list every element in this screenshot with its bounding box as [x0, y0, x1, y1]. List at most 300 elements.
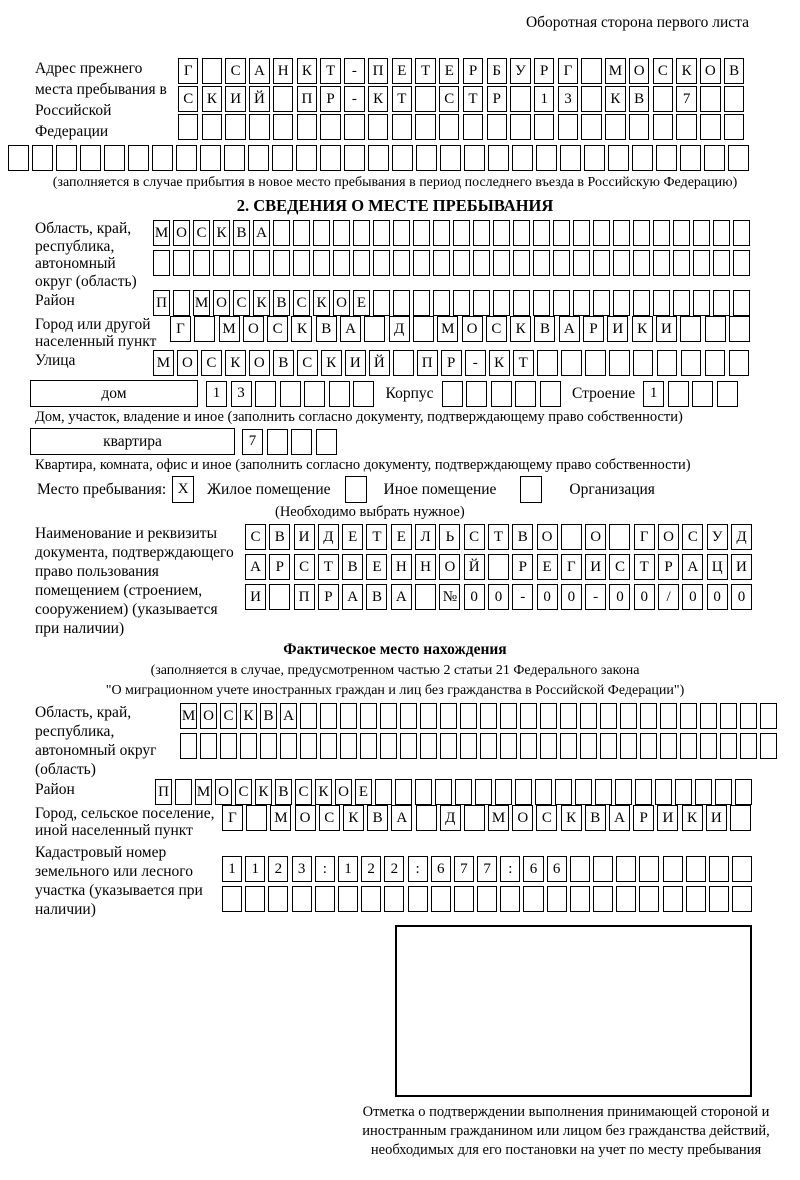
char-cell — [729, 316, 750, 342]
char-cell — [520, 733, 537, 759]
char-cell: С — [682, 524, 703, 550]
char-cell — [673, 290, 690, 316]
char-cell: К — [368, 86, 388, 112]
char-cell — [515, 381, 536, 407]
region-row-1 — [153, 220, 753, 246]
char-cell — [609, 350, 630, 376]
char-cell: А — [391, 584, 412, 610]
char-cell — [547, 886, 567, 912]
char-cell — [553, 290, 570, 316]
char-cell — [453, 220, 470, 246]
char-cell — [633, 220, 650, 246]
house-caption: Дом, участок, владение и иное (заполнить согласно документу, подтверждающему право собственности) — [35, 409, 683, 425]
city-cells — [170, 316, 753, 342]
korpus-cells — [442, 381, 565, 407]
char-cell — [273, 250, 290, 276]
char-cell: К — [605, 86, 625, 112]
char-cell — [491, 381, 512, 407]
char-cell: Л — [415, 524, 436, 550]
char-cell — [600, 733, 617, 759]
prev-address-label: Адрес прежнего места пребывания в Российской Федерации — [35, 60, 167, 140]
char-cell: 7 — [477, 856, 497, 882]
char-cell: В — [273, 350, 294, 376]
char-cell: А — [682, 554, 703, 580]
char-cell: С — [464, 524, 485, 550]
char-cell — [464, 805, 485, 831]
char-cell: А — [391, 805, 412, 831]
char-cell: С — [201, 350, 222, 376]
char-cell — [360, 733, 377, 759]
char-cell — [561, 350, 582, 376]
char-cell: - — [344, 58, 364, 84]
char-cell: В — [273, 290, 290, 316]
stay-option-other: Иное помещение — [383, 480, 497, 498]
char-cell — [595, 779, 612, 805]
char-cell — [640, 733, 657, 759]
actual-location-caption-1: (заполняется в случае, предусмотренном частью 2 статьи 21 Федерального закона — [150, 663, 640, 678]
char-cell — [760, 703, 777, 729]
char-cell: О — [512, 805, 533, 831]
char-cell: 1 — [534, 86, 554, 112]
char-cell — [333, 250, 350, 276]
char-cell — [320, 114, 340, 140]
char-cell — [225, 114, 245, 140]
char-cell — [173, 290, 190, 316]
char-cell: О — [249, 350, 270, 376]
char-cell: В — [585, 805, 606, 831]
char-cell: А — [559, 316, 580, 342]
char-cell — [213, 250, 230, 276]
char-cell — [353, 250, 370, 276]
char-cell: М — [180, 703, 197, 729]
char-cell — [593, 250, 610, 276]
char-cell: О — [333, 290, 350, 316]
document-row-1 — [245, 524, 755, 550]
char-cell: Р — [534, 58, 554, 84]
char-cell — [700, 733, 717, 759]
char-cell — [460, 733, 477, 759]
char-cell — [340, 733, 357, 759]
char-cell — [534, 114, 554, 140]
char-cell: К — [202, 86, 222, 112]
char-cell — [555, 779, 572, 805]
char-cell — [513, 290, 530, 316]
char-cell: 1 — [222, 856, 242, 882]
char-cell: 0 — [609, 584, 630, 610]
char-cell — [415, 779, 432, 805]
char-cell: Р — [320, 86, 340, 112]
char-cell: А — [342, 584, 363, 610]
char-cell — [581, 114, 601, 140]
char-cell — [513, 250, 530, 276]
char-cell — [520, 476, 542, 503]
char-cell — [709, 856, 729, 882]
house-number-cells — [206, 381, 378, 407]
char-cell — [633, 250, 650, 276]
char-cell: А — [249, 58, 269, 84]
char-cell: Б — [487, 58, 507, 84]
char-cell — [420, 703, 437, 729]
char-cell — [440, 703, 457, 729]
char-cell: Е — [537, 554, 558, 580]
document-row-3 — [245, 584, 755, 610]
char-cell — [733, 250, 750, 276]
char-cell: Т — [366, 524, 387, 550]
char-cell: 2 — [384, 856, 404, 882]
char-cell — [735, 779, 752, 805]
prev-address-caption: (заполняется в случае прибытия в новое место пребывания в период последнего въезда в Российскую Федерацию) — [52, 175, 738, 190]
char-cell — [639, 886, 659, 912]
char-cell: О — [177, 350, 198, 376]
char-cell — [540, 381, 561, 407]
char-cell: С — [220, 703, 237, 729]
char-cell — [717, 381, 738, 407]
char-cell — [593, 220, 610, 246]
char-cell — [713, 250, 730, 276]
char-cell — [393, 220, 410, 246]
char-cell: П — [294, 584, 315, 610]
char-cell — [680, 703, 697, 729]
char-cell — [413, 316, 434, 342]
char-cell: С — [225, 58, 245, 84]
char-cell — [495, 779, 512, 805]
char-cell: 0 — [537, 584, 558, 610]
char-cell: П — [153, 290, 170, 316]
cadastral-row-2 — [222, 886, 755, 912]
region2-label: Область, край, республика, автономный округ (область) — [35, 704, 157, 778]
char-cell: 7 — [676, 86, 696, 112]
section2-title: 2. СВЕДЕНИЯ О МЕСТЕ ПРЕБЫВАНИЯ — [236, 196, 554, 215]
char-cell — [128, 145, 149, 171]
char-cell: О — [173, 220, 190, 246]
char-cell — [464, 145, 485, 171]
char-cell — [686, 886, 706, 912]
char-cell: С — [235, 779, 252, 805]
char-cell — [715, 779, 732, 805]
char-cell: О — [335, 779, 352, 805]
char-cell — [673, 250, 690, 276]
char-cell: К — [225, 350, 246, 376]
char-cell — [487, 114, 507, 140]
char-cell: 0 — [731, 584, 752, 610]
sheet-side-note: Оборотная сторона первого листа — [525, 14, 749, 31]
char-cell — [640, 703, 657, 729]
char-cell — [663, 886, 683, 912]
char-cell — [80, 145, 101, 171]
char-cell: Е — [355, 779, 372, 805]
char-cell — [400, 703, 417, 729]
char-cell — [655, 779, 672, 805]
char-cell — [673, 220, 690, 246]
char-cell — [104, 145, 125, 171]
region2-row-1 — [180, 703, 780, 729]
char-cell — [296, 145, 317, 171]
char-cell — [633, 350, 654, 376]
char-cell — [473, 250, 490, 276]
char-cell: П — [368, 58, 388, 84]
char-cell — [293, 220, 310, 246]
char-cell: Т — [634, 554, 655, 580]
char-cell: Н — [391, 554, 412, 580]
char-cell: В — [233, 220, 250, 246]
char-cell — [480, 733, 497, 759]
char-cell — [520, 703, 537, 729]
char-cell: Р — [318, 584, 339, 610]
char-cell — [493, 220, 510, 246]
confirmation-mark-caption: Отметка о подтверждении выполнения принимающей стороной и иностранным гражданином или лицом без гражданства действий, необходимых для его постановки на учет по месту пребывания — [362, 1104, 770, 1158]
char-cell — [453, 290, 470, 316]
char-cell — [392, 114, 412, 140]
char-cell: О — [462, 316, 483, 342]
char-cell: М — [193, 290, 210, 316]
char-cell — [415, 584, 436, 610]
char-cell — [200, 145, 221, 171]
char-cell: К — [682, 805, 703, 831]
char-cell: И — [585, 554, 606, 580]
char-cell — [353, 220, 370, 246]
char-cell — [292, 886, 312, 912]
char-cell: О — [213, 290, 230, 316]
actual-location-caption-2: "О миграционном учете иностранных граждан и лиц без гражданства в Российской Федерации") — [105, 683, 685, 698]
char-cell — [56, 145, 77, 171]
char-cell: В — [367, 805, 388, 831]
char-cell — [695, 779, 712, 805]
prev-address-overflow-row — [8, 145, 755, 171]
char-cell — [304, 381, 325, 407]
char-cell — [480, 703, 497, 729]
region2-block — [35, 703, 755, 779]
char-cell: И — [607, 316, 628, 342]
char-cell: 1 — [643, 381, 664, 407]
char-cell — [593, 886, 613, 912]
region-rows — [153, 220, 753, 276]
char-cell — [420, 733, 437, 759]
char-cell — [540, 703, 557, 729]
char-cell: С — [178, 86, 198, 112]
char-cell — [700, 86, 720, 112]
char-cell: Ц — [707, 554, 728, 580]
char-cell — [220, 733, 237, 759]
char-cell: К — [632, 316, 653, 342]
char-cell: А — [609, 805, 630, 831]
char-cell — [533, 290, 550, 316]
district2-label: Район — [35, 781, 75, 798]
char-cell — [392, 145, 413, 171]
apartment-caption: Квартира, комната, офис и иное (заполнить согласно документу, подтверждающему право собственности) — [35, 457, 691, 473]
char-cell — [709, 886, 729, 912]
char-cell — [560, 703, 577, 729]
char-cell: 0 — [488, 584, 509, 610]
char-cell: В — [629, 86, 649, 112]
char-cell: Г — [558, 58, 578, 84]
stroenie-label: Строение — [572, 385, 636, 402]
char-cell — [732, 856, 752, 882]
char-cell — [360, 703, 377, 729]
char-cell — [368, 114, 388, 140]
char-cell: 7 — [242, 429, 263, 455]
char-cell — [202, 114, 222, 140]
char-cell: Д — [318, 524, 339, 550]
char-cell — [733, 290, 750, 316]
char-cell — [600, 703, 617, 729]
char-cell — [316, 429, 337, 455]
char-cell: К — [315, 779, 332, 805]
district-label: Район — [35, 292, 75, 309]
char-cell: 2 — [268, 856, 288, 882]
cadastral-block — [35, 843, 755, 919]
char-cell — [705, 350, 726, 376]
char-cell: 0 — [561, 584, 582, 610]
char-cell: 0 — [682, 584, 703, 610]
char-cell — [488, 145, 509, 171]
city2-block — [35, 805, 755, 839]
char-cell: И — [294, 524, 315, 550]
char-cell — [413, 290, 430, 316]
char-cell — [440, 733, 457, 759]
char-cell — [375, 779, 392, 805]
char-cell: № — [439, 584, 460, 610]
char-cell — [400, 733, 417, 759]
char-cell — [477, 886, 497, 912]
district-row — [35, 290, 755, 316]
char-cell — [315, 886, 335, 912]
char-cell — [581, 86, 601, 112]
char-cell: П — [297, 86, 317, 112]
char-cell — [273, 220, 290, 246]
char-cell — [553, 220, 570, 246]
char-cell — [616, 856, 636, 882]
char-cell: Т — [320, 58, 340, 84]
char-cell: А — [245, 554, 266, 580]
char-cell: Н — [273, 58, 293, 84]
char-cell: 3 — [231, 381, 252, 407]
char-cell: - — [465, 350, 486, 376]
char-cell: К — [213, 220, 230, 246]
char-cell — [536, 145, 557, 171]
char-cell: Г — [561, 554, 582, 580]
char-cell — [435, 779, 452, 805]
char-cell — [680, 316, 701, 342]
char-cell — [533, 220, 550, 246]
char-cell: М — [605, 58, 625, 84]
char-cell — [608, 145, 629, 171]
char-cell: / — [658, 584, 679, 610]
char-cell: О — [658, 524, 679, 550]
region-row-2 — [153, 250, 753, 276]
char-cell — [653, 250, 670, 276]
char-cell: X — [172, 476, 194, 503]
char-cell: О — [215, 779, 232, 805]
char-cell — [653, 220, 670, 246]
char-cell: Р — [658, 554, 679, 580]
char-cell: К — [240, 703, 257, 729]
char-cell — [433, 290, 450, 316]
char-cell — [560, 733, 577, 759]
char-cell: И — [345, 350, 366, 376]
stay-type-row — [35, 476, 755, 503]
char-cell: Е — [391, 524, 412, 550]
char-cell — [313, 220, 330, 246]
region2-rows — [180, 703, 780, 759]
char-cell — [510, 114, 530, 140]
char-cell — [615, 779, 632, 805]
char-cell — [653, 86, 673, 112]
char-cell: Г — [178, 58, 198, 84]
prev-address-row-2 — [178, 86, 748, 112]
char-cell: Т — [513, 350, 534, 376]
char-cell — [720, 703, 737, 729]
char-cell — [693, 220, 710, 246]
document-row-2 — [245, 554, 755, 580]
char-cell — [580, 733, 597, 759]
char-cell — [194, 316, 215, 342]
char-cell — [500, 733, 517, 759]
char-cell — [338, 886, 358, 912]
char-cell — [523, 886, 543, 912]
char-cell: И — [731, 554, 752, 580]
char-cell: Т — [463, 86, 483, 112]
char-cell: С — [293, 290, 310, 316]
char-cell — [224, 145, 245, 171]
char-cell — [730, 805, 751, 831]
char-cell — [573, 250, 590, 276]
char-cell: У — [510, 58, 530, 84]
char-cell — [442, 381, 463, 407]
char-cell — [728, 145, 749, 171]
char-cell — [740, 733, 757, 759]
char-cell — [193, 250, 210, 276]
char-cell: Н — [415, 554, 436, 580]
char-cell — [570, 856, 590, 882]
cadastral-label: Кадастровый номер земельного или лесного участка (указывается при наличии) — [35, 844, 203, 918]
char-cell — [395, 779, 412, 805]
char-cell — [260, 733, 277, 759]
char-cell: 3 — [292, 856, 312, 882]
char-cell: : — [500, 856, 520, 882]
char-cell — [593, 290, 610, 316]
char-cell: А — [253, 220, 270, 246]
char-cell — [560, 145, 581, 171]
char-cell — [353, 381, 374, 407]
char-cell — [393, 250, 410, 276]
char-cell — [454, 886, 474, 912]
char-cell: - — [585, 584, 606, 610]
char-cell: 1 — [245, 856, 265, 882]
char-cell — [704, 145, 725, 171]
char-cell — [320, 703, 337, 729]
apartment-number-cells — [242, 429, 340, 455]
char-cell — [463, 114, 483, 140]
char-cell: П — [155, 779, 172, 805]
char-cell — [760, 733, 777, 759]
char-cell — [473, 220, 490, 246]
document-rows — [245, 524, 755, 610]
house-row — [35, 380, 755, 407]
char-cell — [680, 145, 701, 171]
char-cell — [656, 145, 677, 171]
stay-option-organization: Организация — [569, 480, 655, 498]
confirmation-mark-box — [395, 925, 752, 1097]
char-cell — [280, 733, 297, 759]
char-cell: У — [707, 524, 728, 550]
char-cell — [152, 145, 173, 171]
char-cell — [393, 290, 410, 316]
char-cell: О — [439, 554, 460, 580]
char-cell — [415, 114, 435, 140]
char-cell — [380, 703, 397, 729]
char-cell — [724, 86, 744, 112]
char-cell: 6 — [523, 856, 543, 882]
